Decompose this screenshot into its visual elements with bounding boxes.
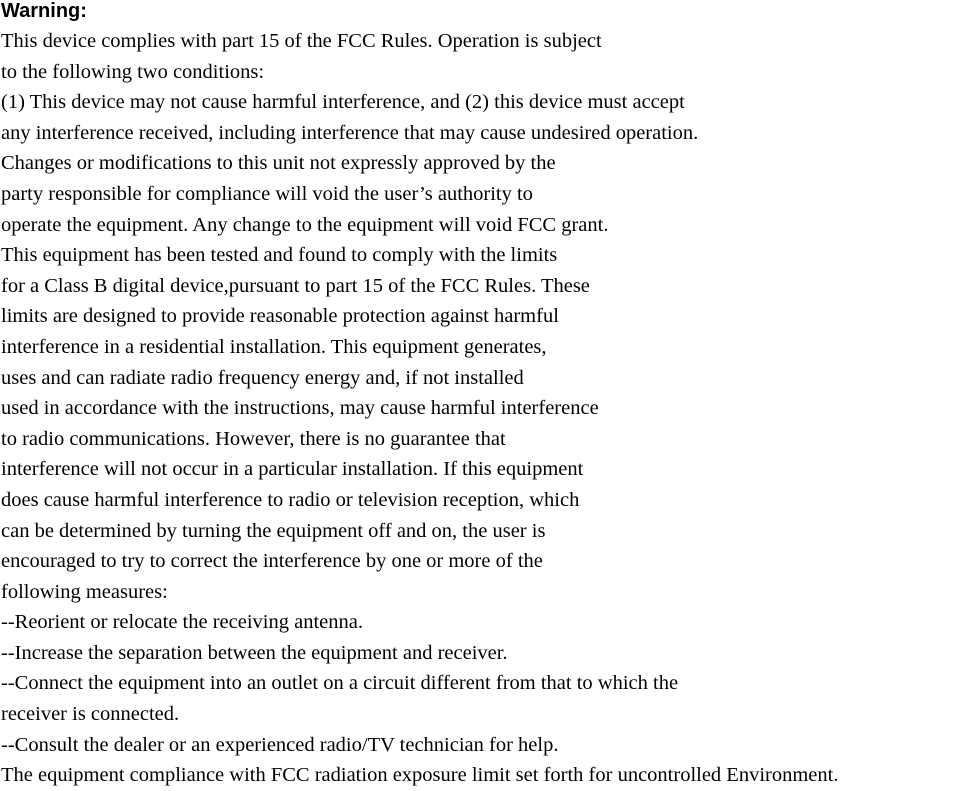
- text-line: party responsible for compliance will void the user’s authority to: [1, 182, 533, 205]
- text-line: used in accordance with the instructions, may cause harmful interference: [1, 397, 599, 420]
- text-line: This equipment has been tested and found to comply with the limits: [1, 244, 558, 267]
- warning-text-lines: [1, 26, 838, 791]
- text-line: (1) This device may not cause harmful interference, and (2) this device must accept: [1, 91, 685, 114]
- text-line: any interference received, including interference that may cause undesired operation.: [1, 121, 699, 144]
- text-line: --Increase the separation between the equipment and receiver.: [1, 641, 508, 664]
- text-line: --Consult the dealer or an experienced radio/TV technician for help.: [1, 733, 559, 756]
- text-line: The equipment compliance with FCC radiation exposure limit set forth for uncontrolled Environment.: [1, 764, 839, 787]
- text-line: limits are designed to provide reasonable protection against harmful: [1, 305, 559, 328]
- text-line: This device complies with part 15 of the FCC Rules. Operation is subject: [1, 30, 602, 52]
- text-line: for a Class B digital device,pursuant to part 15 of the FCC Rules. These: [1, 274, 590, 297]
- text-line: interference will not occur in a particular installation. If this equipment: [1, 458, 584, 481]
- text-line: Changes or modifications to this unit not expressly approved by the: [1, 152, 556, 175]
- text-line: encouraged to try to correct the interference by one or more of the: [1, 550, 543, 573]
- text-line: receiver is connected.: [1, 703, 180, 726]
- warning-heading: Warning:: [1, 0, 87, 22]
- text-line: --Reorient or relocate the receiving antenna.: [1, 611, 363, 634]
- text-line: can be determined by turning the equipment off and on, the user is: [1, 519, 546, 542]
- text-line: interference in a residential installation. This equipment generates,: [1, 335, 547, 358]
- text-line: uses and can radiate radio frequency energy and, if not installed: [1, 366, 524, 389]
- text-line: to the following two conditions:: [1, 60, 265, 83]
- text-line: to radio communications. However, there is no guarantee that: [1, 427, 506, 450]
- text-line: following measures:: [1, 580, 168, 603]
- text-line: does cause harmful interference to radio or television reception, which: [1, 488, 580, 511]
- text-line: --Connect the equipment into an outlet on a circuit different from that to which the: [1, 672, 679, 695]
- text-line: operate the equipment. Any change to the equipment will void FCC grant.: [1, 213, 609, 236]
